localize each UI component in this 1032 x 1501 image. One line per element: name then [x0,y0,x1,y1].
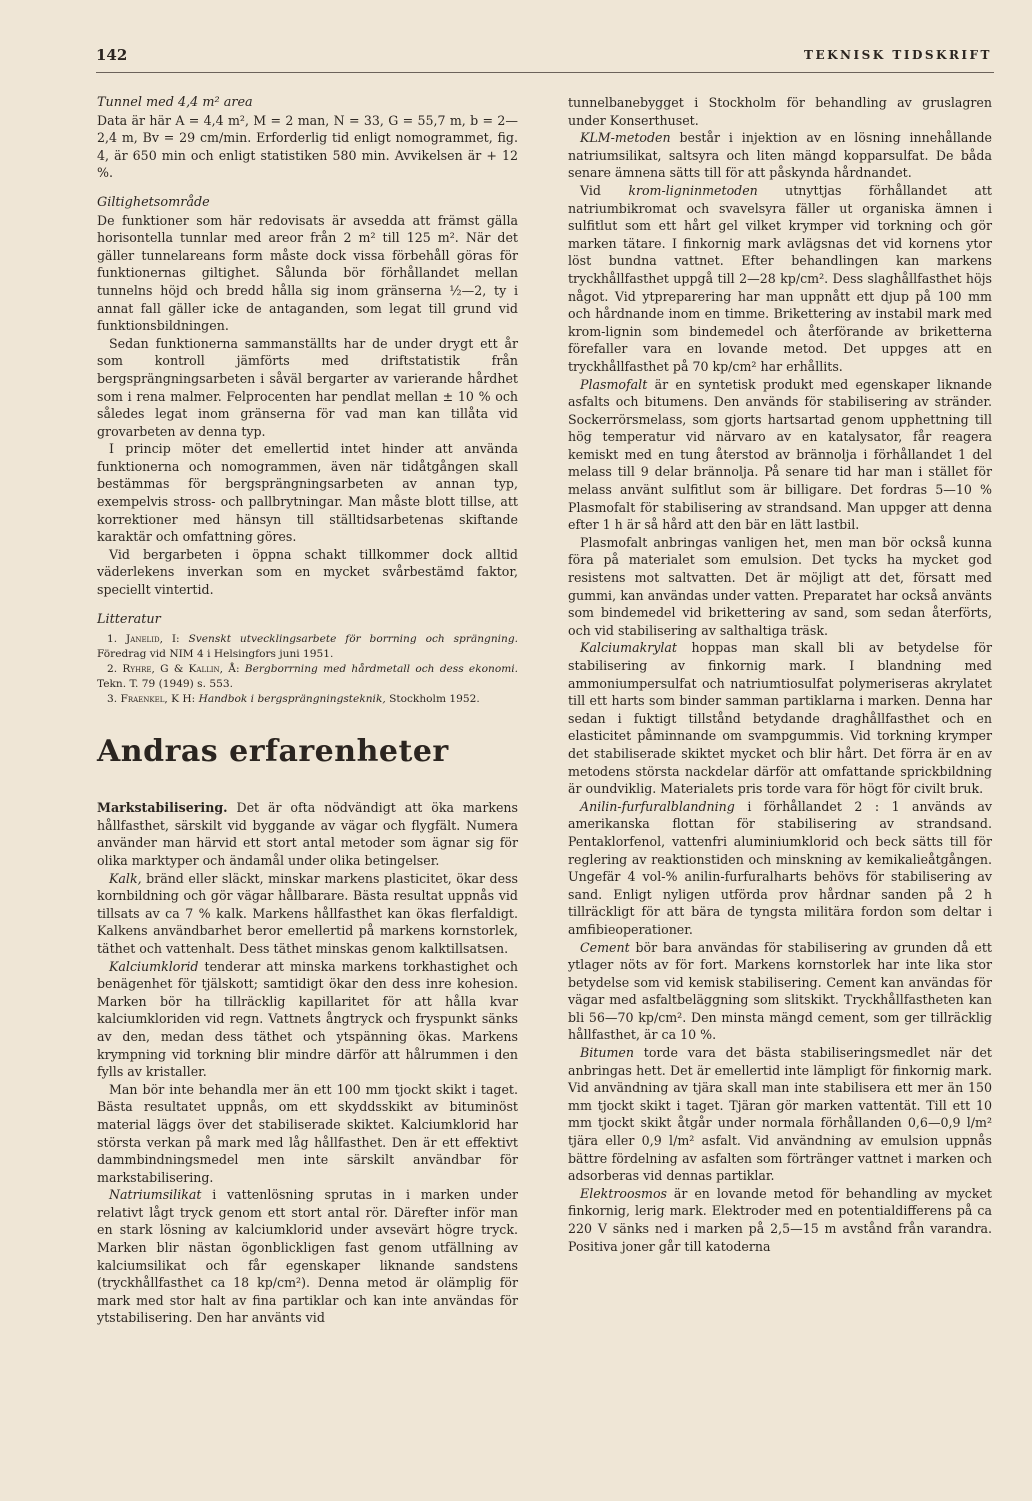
plasmofalt-paragraph-2: Plasmofalt anbringas vanligen het, men man bör också kunna föra på materialet som emulsion. Det tycks ha mycket god resistens mot saltvatten. Det är möjligt att det, försatt med gummi, kan användas under vatten. Preparatet har också använts som bindemedel vid brikettering av sand, som sedan återförts, och vid stabilisering av salthaltiga träsk. [568,534,992,638]
journal-title: TEKNISK TIDSKRIFT [804,48,992,62]
header-rule [96,72,994,73]
klm-paragraph: KLM-metoden består i injektion av en lösning innehållande natriumsilikat, saltsyra och liten mängd kopparsulfat. De båda senare ämnena sätts till för att påskynda hårdnandet. [568,130,992,181]
markstabilisering-paragraph: Markstabilisering. Det är ofta nödvändigt att öka markens hållfasthet, särskilt vid byggande av vägar och flygfält. Numera använder man härvid ett stort antal metoder som ägnar sig för olika marktyper och ändamål under olika betingelser. [97,800,518,868]
cement-paragraph: Cement bör bara användas för stabilisering av grunden då ett ytlager nöts av för fort. Markens kornstorlek har inte lika stor betydelse som vid kemisk stabilisering. Cement kan användas för vägar med asfaltbeläggning som slitskikt. Tryckhållfastheten kan bli 56—70 kp/cm². Den minsta mängd cement, som ger tillräcklig hållfasthet, är ca 10 %. [568,939,992,1043]
krom-lignin-paragraph: Vid krom-ligninmetoden utnyttjas förhållandet att natriumbikromat och svavelsyra fäller ut organiska ämnen i sulfitlut som ett hårt gel vilket krymper vid torkning och gör marken tätare. I finkornig mark avlägsnas det vid kornens ytor löst bundna vattnet. Efter behandlingen kan markens tryckhållfasthet uppgå till 2—28 kp/cm². Dess slaghållfasthet höjs något. Vid ytpreparering har man uppnått ett djup på 100 mm och hårdnande inom en timme. Brikettering av instabil mark med krom-lignin som bindemedel och återförande av briketterna förefaller vara en lovande metod. Det uppges att en tryckhållfasthet på 70 kp/cm² har erhållits. [568,182,992,374]
anilin-paragraph: Anilin-furfuralblandning i förhållandet 2 : 1 används av amerikanska flottan för stabilisering av strandsand. Pentaklorfenol, vattenfri aluminiumklorid och beck sätts till för reglering av reaktionstiden och minskning av kemikalieåtgången. Ungefär 4 vol-% anilin-furfuralharts behövs för stabilisering av sand. Enligt nyligen utförda prov hårdnar sanden på 2 h tillräckligt för att bära de tyngsta militära fordon som deltar i amfibieoperationer. [568,798,992,937]
validity-heading: Giltighetsområde [97,194,210,210]
natriumsilikat-paragraph: Natriumsilikat i vattenlösning sprutas in i marken under relativt lågt tryck genom ett stort antal rör. Därefter inför man en stark lösning av kalciumklorid under avsevärt högre tryck. Marken blir nästan ögonblickligen fast genom utfällning av kalciumsilikat och får egenskaper liknande sandstens (tryckhållfasthet ca 18 kp/cm²). Denna metod är olämplig för mark med stor halt av fina partiklar och kan inte användas för ytstabilisering. Den har använts vid [97,1187,518,1326]
tunnel-paragraph: Data är här A = 4,4 m², M = 2 man, N = 33, G = 55,7 m, b = 2—2,4 m, Bv = 29 cm/min. Erforderlig tid enligt nomogrammet, fig. 4, är 650 min och enligt statistiken 580 min. Avvikelsen är + 12 %. [97,112,518,181]
validity-paragraph-1: De funktioner som här redovisats är avsedda att främst gälla horisontella tunnlar med areor från 2 m² till 125 m². När det gäller tunnelareans form måste dock vissa förbehåll göras för funktionernas giltighet. Sålunda bör förhållandet mellan tunnelns höjd och bredd hålla sig inom gränserna ½—2, ty i annat fall gäller icke de antaganden, som legat till grund vid funktionsbildningen. [97,212,518,334]
page-number: 142 [96,46,128,64]
literature-heading: Litteratur [97,611,161,627]
kalciumakrylat-paragraph: Kalciumakrylat hoppas man skall bli av betydelse för stabilisering av finkornig mark. I blandning med ammoniumpersulfat och natriumtiosulfat polymeriseras akrylatet till ett harts som binder samman partiklarna i marken. Denna har sedan i fuktigt tillstånd betydande draghållfasthet och en elasticitet påminnande om svampgummis. Vid torkning krymper det stabiliserade skiktet mycket och blir hårt. Det förra är en av metodens största nackdelar därför att omfattande sprickbildning är oundviklig. Materialets pris torde vara för högt för civilt bruk. [568,640,992,797]
reference-item: 1. Janelid, I: Svenskt utvecklingsarbete för borrning och sprängning. Föredrag vid NIM 4 i Helsingfors juni 1951. [97,633,519,661]
kalk-paragraph: Kalk, bränd eller släckt, minskar markens plasticitet, ökar dess kornbildning och gör vägar hållbarare. Bästa resultat uppnås vid tillsats av ca 7 % kalk. Markens hållfasthet kan ökas flerfaldigt. Kalkens användbarhet beror emellertid på markens kornstorlek, täthet och vattenhalt. Dess täthet minskas genom kalktillsatsen. [97,870,518,956]
kalciumklorid-paragraph: Kalciumklorid tenderar att minska markens torkhastighet och benägenhet för tjälskott; samtidigt ökar den dess inre kohesion. Marken bör ha tillräcklig kapillaritet för att hålla kvar kalciumkloriden vid regn. Vattnets ångtryck och fryspunkt sänks av den, medan dess täthet och ytspänning ökas. Markens krympning vid torkning blir mindre därför att hålrummen i den fylls av kristaller. [97,958,518,1080]
section-title: Andras erfarenheter [97,734,449,770]
right-column [568,94,992,1255]
validity-paragraph-3: I princip möter det emellertid intet hinder att använda funktionerna och nomogrammen, även när tidåtgången skall bestämmas för bergsprängningsarbeten av annan typ, exempelvis stross- och pallbrytningar. Man måste blott tillse, att korrektioner med hänsyn till ställtidsarbetenas skiftande karaktär och omfattning göres. [97,441,518,545]
plasmofalt-paragraph: Plasmofalt är en syntetisk produkt med egenskaper liknande asfalts och bitumens. Den används för stabilisering av stränder. Sockerrörsmelass, som gjorts hartsartad genom upphettning till hög temperatur vid närvaro av en katalysator, får reagera kemiskt med en tung återstod av brännolja i förhållandet 1 del melass till 9 delar brännolja. På senare tid har man i stället för melass använt sulfitlut som är billigare. Det fordras 5—10 % Plasmofalt för stabilisering av strandsand. Man uppger att denna efter 1 h är så hård att den bär en lätt lastbil. [568,376,992,533]
reference-list [97,632,518,707]
tunnel-heading: Tunnel med 4,4 m² area [97,95,253,110]
bitumen-paragraph: Bitumen torde vara det bästa stabiliseringsmedlet när det anbringas hett. Det är emellertid inte lämpligt för finkornig mark. Vid användning av tjära skall man inte stabilisera ett mer än 150 mm tjockt skikt i taget. Tjäran gör marken vattentät. Till ett 10 mm tjockt skikt åtgår under normala förhållanden 0,6—0,9 l/m² tjära eller 0,9 l/m² asfalt. Vid användning av emulsion uppnås bättre fördelning av asfalten som förtränger vattnet i marken och adsorberas vid dennas partiklar. [568,1045,992,1184]
reference-item: 2. Ryhre, G & Kallin, Å: Bergborrning med hårdmetall och dess ekonomi. Tekn. T. 79 (1949) s. 553. [97,663,518,691]
kalciumklorid-paragraph-2: Man bör inte behandla mer än ett 100 mm tjockt skikt i taget. Bästa resultatet uppnås, om ett skyddsskikt av bituminöst material läggs över det stabiliserade skiktet. Kalciumklorid har största verkan på mark med låg hållfasthet. Den är ett effektivt dammbindningsmedel men inte särskilt användbar för markstabilisering. [97,1081,518,1185]
right-paragraph-continued: tunnelbanebygget i Stockholm för behandling av gruslagren under Konserthuset. [568,95,992,128]
left-column [97,94,518,1327]
elektroosmos-paragraph: Elektroosmos är en lovande metod för behandling av mycket finkornig, lerig mark. Elektroder med en potentialdifferens på ca 220 V sänks ned i marken på 2,5—15 m avstånd från varandra. Positiva joner går till katoderna [568,1185,992,1254]
validity-paragraph-2: Sedan funktionerna sammanställts har de under drygt ett år som kontroll jämförts med driftstatistik från bergsprängningsarbeten i såväl bergarter av varierande hårdhet som i rena malmer. Felprocenten har pendlat mellan ± 10 % och således legat inom gränserna för vad man kan tillåta vid grovarbeten av denna typ. [97,335,518,439]
reference-item: 3. Fraenkel, K H: Handbok i bergsprängningsteknik, Stockholm 1952. [107,693,480,706]
validity-paragraph-4: Vid bergarbeten i öppna schakt tillkommer dock alltid väderlekens inverkan som en mycket svårbestämd faktor, speciellt vintertid. [97,546,518,598]
